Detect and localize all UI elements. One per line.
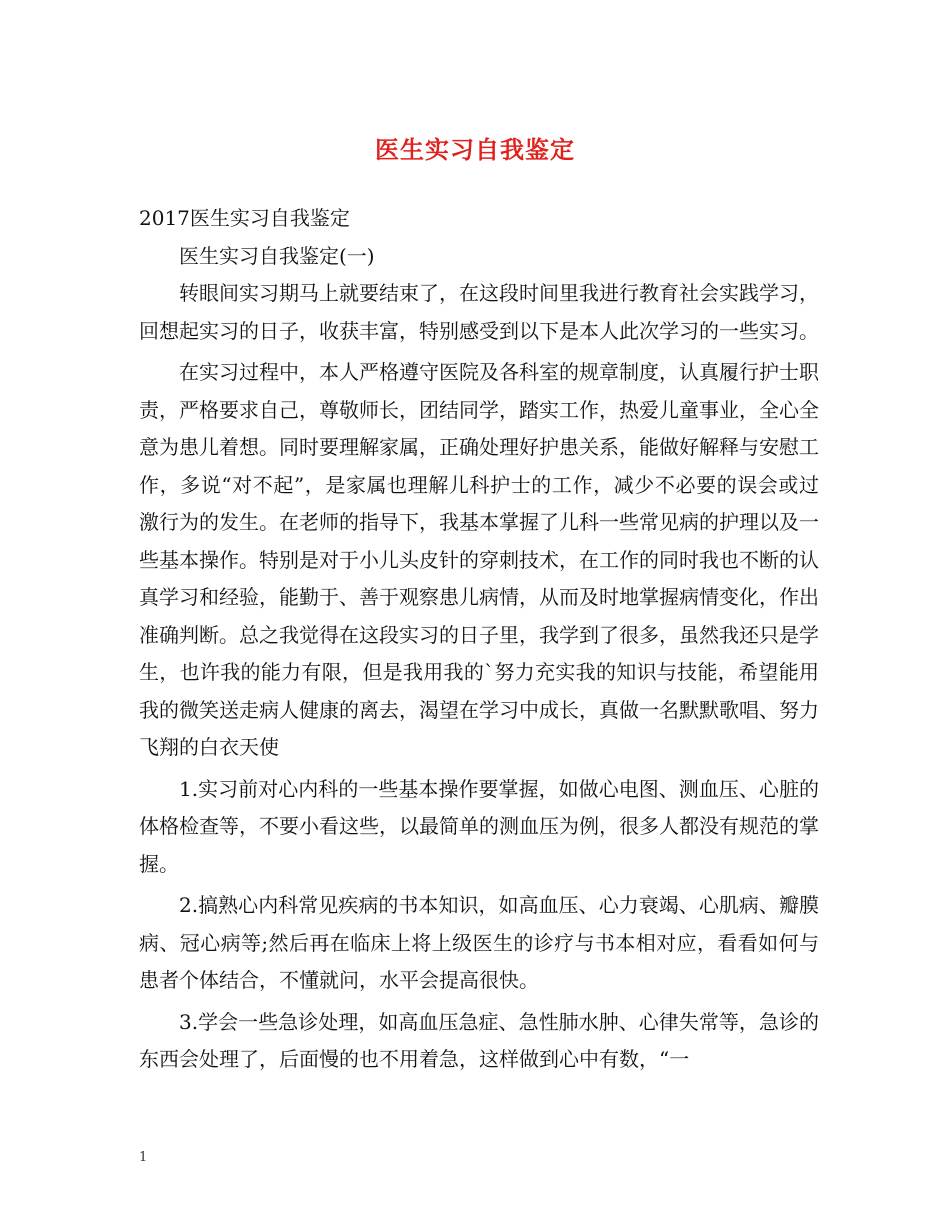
numbered-paragraph: 3.学会一些急诊处理，如高血压急症、急性肺水肿、心律失常等，急诊的东西会处理了，后面慢的也不用着急，这样做到心中有数，“一 <box>139 1009 819 1071</box>
document-body <box>139 200 819 1079</box>
document-title: 医生实习自我鉴定 <box>375 135 575 164</box>
heading-line: 2017医生实习自我鉴定 <box>139 206 350 230</box>
body-paragraph: 在实习过程中，本人严格遵守医院及各科室的规章制度，认真履行护士职责，严格要求自己，尊敬师长，团结同学，踏实工作，热爱儿童事业，全心全意为患儿着想。同时要理解家属，正确处理好护患关系，能做好解释与安慰工作，多说“对不起”，是家属也理解儿科护士的工作，减少不必要的误会或过激行为的发生。在老师的指导下，我基本掌握了儿科一些常见病的护理以及一些基本操作。特别是对于小儿头皮针的穿刺技术，在工作的同时我也不断的认真学习和经验，能勤于、善于观察患儿病情，从而及时地掌握病情变化，作出准确判断。总之我觉得在这段实习的日子里，我学到了很多，虽然我还只是学生，也许我的能力有限，但是我用我的`努力充实我的知识与技能，希望能用我的微笑送走病人健康的离去，渴望在学习中成长，真做一名默默歌唱、努力飞翔的白衣天使 <box>139 360 819 759</box>
numbered-paragraph: 1.实习前对心内科的一些基本操作要掌握，如做心电图、测血压、心脏的体格检查等，不要小看这些，以最简单的测血压为例，很多人都没有规范的掌握。 <box>139 776 819 876</box>
page-number: 1 <box>139 1150 148 1165</box>
subheading-line: 医生实习自我鉴定(一) <box>179 243 375 268</box>
numbered-paragraph: 2.搞熟心内科常见疾病的书本知识，如高血压、心力衰竭、心肌病、瓣膜病、冠心病等;然后再在临床上将上级医生的诊疗与书本相对应，看看如何与患者个体结合，不懂就问，水平会提高很快。 <box>139 893 819 992</box>
body-paragraph: 转眼间实习期马上就要结束了，在这段时间里我进行教育社会实践学习，回想起实习的日子，收获丰富，特别感受到以下是本人此次学习的一些实习。 <box>139 281 819 343</box>
